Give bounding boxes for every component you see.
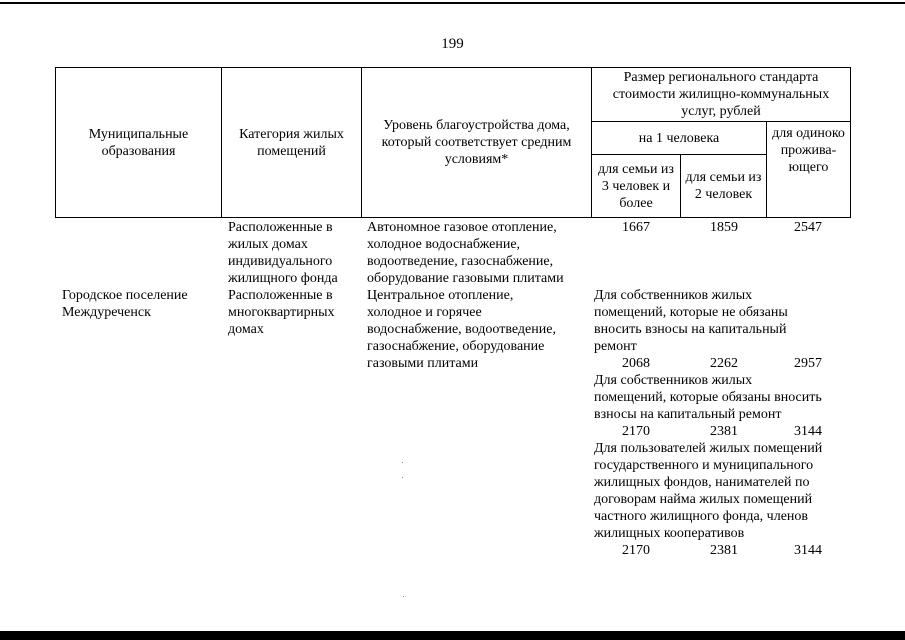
scan-speck <box>402 477 403 478</box>
value-single-group3: 3144 <box>794 543 822 558</box>
comfort-cell-apartment: Центральное отопление, холодное и горячее водоснабжение, водоотведение, газоснабжение, оборудование газовыми плитами <box>367 288 556 371</box>
value-family-3-group3: 2170 <box>622 543 650 558</box>
category-header: Категория жилых помещений <box>222 68 362 218</box>
group-label-with-capital-repair: Для собственников жилых помещений, которые обязаны вносить взносы на капитальный ремонт <box>594 373 822 422</box>
value-single-group1: 2957 <box>794 356 822 371</box>
family-3-plus-header: для семьи из 3 человек и более <box>592 155 681 218</box>
municipality-header: Муниципальные образования <box>56 68 222 218</box>
value-single-group2: 3144 <box>794 424 822 439</box>
family-2-header: для семьи из 2 человек <box>681 155 767 218</box>
per-person-header: на 1 человека <box>592 122 767 155</box>
value-family-2-group2: 2381 <box>710 424 738 439</box>
group-label-users-tenants: Для пользователей жилых помещений государственного и муниципального жилищных фондов, нанимателей по договорам найма жилых помещений частного жилищного фонда, членов жилищных кооперативов <box>594 441 823 541</box>
comfort-cell-individual: Автономное газовое отопление, холодное водоснабжение, водоотведение, газоснабжение, оборудование газовыми плитами <box>367 220 564 286</box>
scan-speck <box>403 596 404 597</box>
comfort-level-header: Уровень благоустройства дома, который соответствует средним условиям* <box>362 68 592 218</box>
bottom-rule <box>0 631 905 640</box>
value-family-2-group3: 2381 <box>710 543 738 558</box>
value-single-row1: 2547 <box>794 220 822 235</box>
group-label-no-capital-repair: Для собственников жилых помещений, которые не обязаны вносить взносы на капитальный ремонт <box>594 288 788 354</box>
single-resident-header: для одиноко прожива-ющего <box>767 122 851 218</box>
municipality-cell: Городское поселение Междуреченск <box>62 288 188 320</box>
top-rule <box>0 2 905 4</box>
standard-size-header: Размер регионального стандарта стоимости жилищно-коммунальных услуг, рублей <box>592 68 851 122</box>
page-number: 199 <box>441 36 464 52</box>
value-family-2-group1: 2262 <box>710 356 738 371</box>
scan-speck <box>402 462 403 463</box>
category-cell-individual: Расположенные в жилых домах индивидуального жилищного фонда <box>228 220 338 286</box>
header-table <box>55 67 851 218</box>
value-family-3-group1: 2068 <box>622 356 650 371</box>
value-family-3-row1: 1667 <box>622 220 650 235</box>
value-family-2-row1: 1859 <box>710 220 738 235</box>
value-family-3-group2: 2170 <box>622 424 650 439</box>
category-cell-apartment: Расположенные в многоквартирных домах <box>228 288 335 337</box>
